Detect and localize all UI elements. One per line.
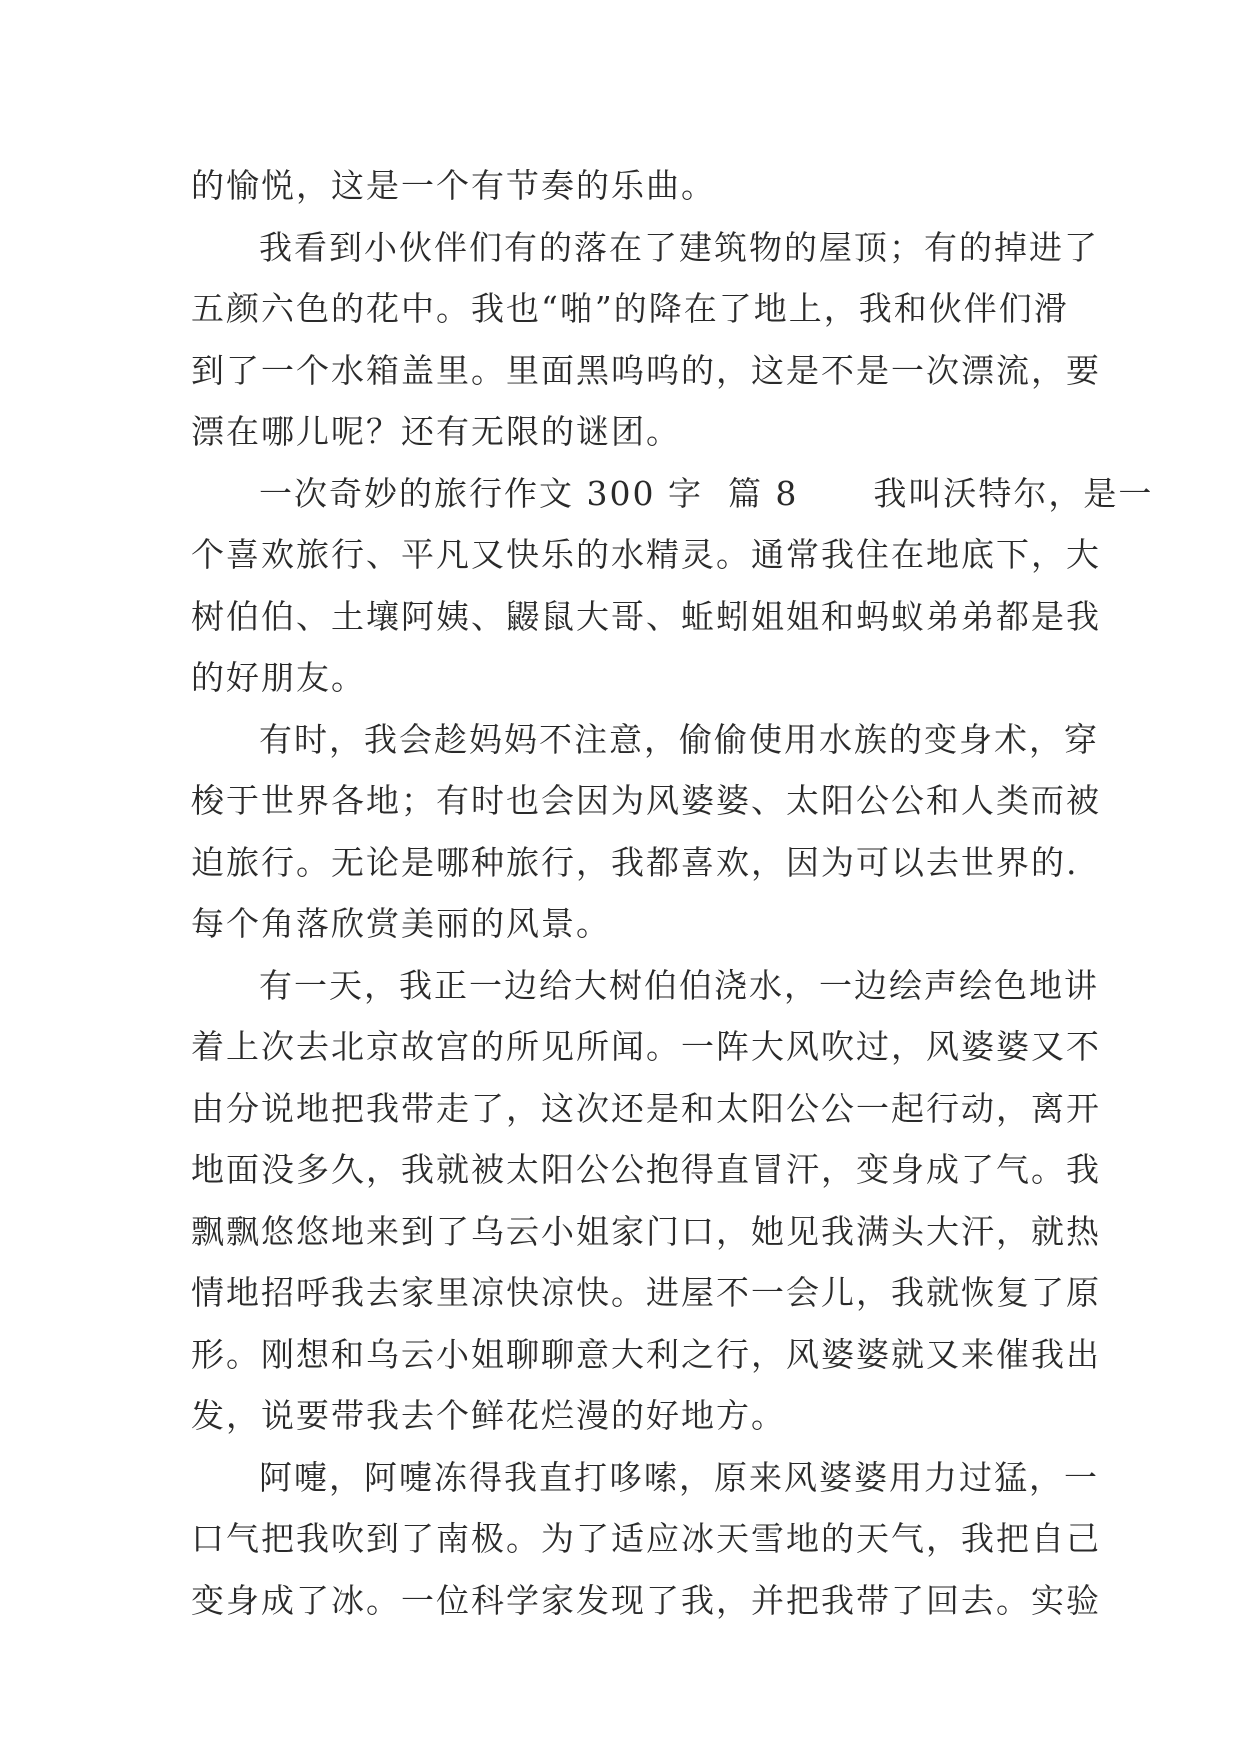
- text-line: 的愉悦，这是一个有节奏的乐曲。: [191, 166, 716, 205]
- text-line: 迫旅行。无论是哪种旅行，我都喜欢，因为可以去世界的.: [191, 842, 1079, 882]
- text-line: 形。刚想和乌云小姐聊聊意大利之行，风婆婆就又来催我出: [191, 1334, 1101, 1374]
- text-line: 由分说地把我带走了，这次还是和太阳公公一起行动，离开: [191, 1088, 1101, 1128]
- article-body: [191, 155, 1154, 1631]
- text-line: 到了一个水箱盖里。里面黑呜呜的，这是不是一次漂流，要: [191, 350, 1101, 390]
- text-line: 地面没多久，我就被太阳公公抱得直冒汗，变身成了气。我: [191, 1150, 1101, 1189]
- text-line: 五颜六色的花中。我也“啪”的降在了地上，我和伙伴们滑: [191, 289, 1069, 328]
- text-line: 飘飘悠悠地来到了乌云小姐家门口，她见我满头大汗，就热: [191, 1211, 1101, 1251]
- text-line: 梭于世界各地；有时也会因为风婆婆、太阳公公和人类而被: [191, 781, 1101, 820]
- text-line: 的好朋友。: [191, 658, 366, 697]
- text-line: 有时，我会趁妈妈不注意，偷偷使用水族的变身术，穿: [259, 719, 1099, 759]
- text-line: 发，说要带我去个鲜花烂漫的好地方。: [191, 1396, 786, 1435]
- text-line: 树伯伯、土壤阿姨、鼹鼠大哥、蚯蚓姐姐和蚂蚁弟弟都是我: [191, 596, 1101, 636]
- text-line: 情地招呼我去家里凉快凉快。进屋不一会儿，我就恢复了原: [191, 1273, 1101, 1312]
- text-line: 阿嚏，阿嚏冻得我直打哆嗦，原来风婆婆用力过猛，一: [259, 1457, 1099, 1497]
- text-line: 每个角落欣赏美丽的风景。: [191, 904, 611, 943]
- text-line: 口气把我吹到了南极。为了适应冰天雪地的天气，我把自己: [191, 1519, 1101, 1558]
- text-line: 漂在哪儿呢？还有无限的谜团。: [191, 412, 681, 451]
- text-line: 有一天，我正一边给大树伯伯浇水，一边绘声绘色地讲: [259, 965, 1099, 1005]
- text-line: 我看到小伙伴们有的落在了建筑物的屋顶；有的掉进了: [259, 227, 1099, 267]
- text-line: 个喜欢旅行、平凡又快乐的水精灵。通常我住在地底下，大: [191, 535, 1101, 574]
- text-line: 变身成了冰。一位科学家发现了我，并把我带了回去。实验: [191, 1580, 1101, 1620]
- text-line: 着上次去北京故宫的所见所闻。一阵大风吹过，风婆婆又不: [191, 1027, 1101, 1066]
- section-heading-line: 一次奇妙的旅行作文 300 字 篇 8 我叫沃特尔，是一: [259, 473, 1154, 513]
